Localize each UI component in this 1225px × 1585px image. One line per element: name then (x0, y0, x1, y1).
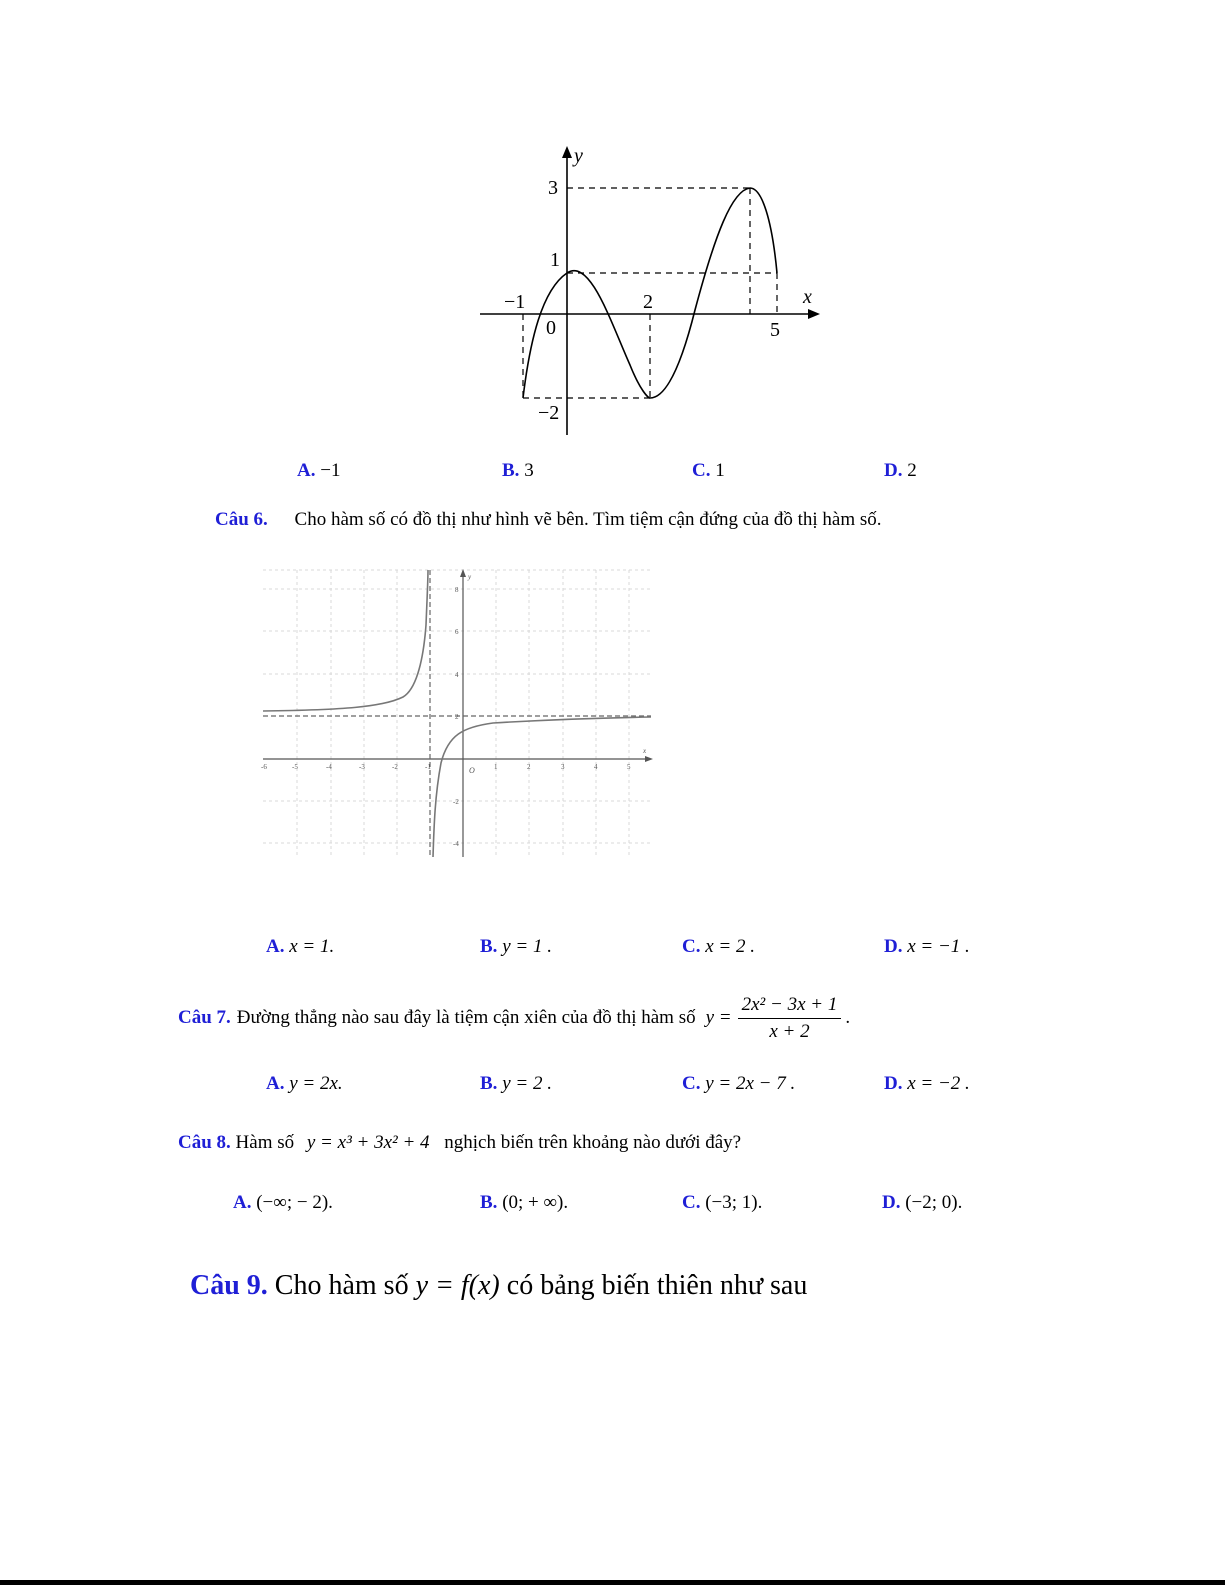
h-xtick-neg1: -1 (425, 763, 431, 771)
q6-option-c-text: x = 2 . (705, 936, 755, 957)
q8-label: Câu 8. (178, 1132, 231, 1153)
q5-option-a-text: −1 (320, 460, 341, 481)
q7-denominator: x + 2 (769, 1020, 810, 1042)
q6-question (215, 509, 882, 531)
q7-question (178, 990, 850, 1046)
h-xtick-neg5: -5 (292, 763, 298, 771)
q6-option-d-text: x = −1 . (907, 936, 970, 957)
q5-option-a[interactable] (297, 460, 340, 482)
q7-option-c[interactable] (682, 1073, 795, 1095)
q5-option-d[interactable] (884, 460, 917, 482)
q7-option-b[interactable] (480, 1073, 552, 1095)
h-ytick-2: 2 (455, 713, 459, 721)
q6-text: Cho hàm số có đồ thị như hình vẽ bên. Tìm tiệm cận đứng của đồ thị hàm số. (294, 509, 882, 530)
q7-text: Đường thẳng nào sau đây là tiệm cận xiên của đồ thị hàm số (236, 1007, 696, 1028)
q6-option-a-text: x = 1. (289, 936, 335, 957)
q9-text-after: có bảng biến thiên như sau (506, 1270, 808, 1301)
q8-option-b[interactable] (480, 1192, 568, 1214)
h-xtick-4: 4 (594, 763, 598, 771)
label-1: 1 (550, 249, 560, 271)
h-origin: O (469, 766, 475, 775)
q5-option-d-text: 2 (907, 460, 917, 481)
q7-option-d[interactable] (884, 1073, 970, 1095)
q6-option-b-text: y = 1 . (502, 936, 552, 957)
q6-option-a-letter: A. (266, 936, 285, 957)
label-0: 0 (546, 317, 556, 339)
q8-option-d-letter: D. (882, 1192, 901, 1213)
q9-text-before: Cho hàm số (274, 1270, 409, 1301)
q5-option-b-text: 3 (524, 460, 534, 481)
h-ytick-4: 4 (455, 671, 459, 679)
q7-option-a[interactable] (266, 1073, 343, 1095)
q5-option-a-letter: A. (297, 460, 316, 481)
h-xtick-neg6: -6 (261, 763, 267, 771)
label-neg1: −1 (504, 291, 526, 313)
q7-option-d-text: x = −2 . (907, 1073, 970, 1094)
q8-option-c-letter: C. (682, 1192, 701, 1213)
h-ytick-8: 8 (455, 586, 459, 594)
hyperbola-right-branch (433, 717, 651, 857)
q8-text-after: nghịch biến trên khoảng nào dưới đây? (444, 1132, 742, 1153)
label-neg2: −2 (538, 402, 560, 424)
h-ytick-neg2: -2 (453, 798, 459, 806)
h-xtick-neg3: -3 (359, 763, 365, 771)
q8-question (178, 1132, 741, 1154)
q5-option-c-text: 1 (715, 460, 725, 481)
q7-option-a-letter: A. (266, 1073, 285, 1094)
h-x-label: x (643, 747, 647, 755)
q8-option-d[interactable] (882, 1192, 962, 1214)
q9-label: Câu 9. (190, 1270, 268, 1301)
q5-option-b-letter: B. (502, 460, 520, 481)
q5-option-d-letter: D. (884, 460, 903, 481)
q9-formula: y = f(x) (415, 1270, 500, 1301)
q7-y-eq: y = (705, 1007, 732, 1028)
q8-option-c-text: (−3; 1). (705, 1192, 763, 1213)
y-axis-arrow (562, 146, 572, 158)
q8-option-c[interactable] (682, 1192, 762, 1214)
q6-option-c-letter: C. (682, 936, 701, 957)
q5-option-b[interactable] (502, 460, 534, 482)
q6-option-b[interactable] (480, 936, 552, 958)
q7-option-a-text: y = 2x. (289, 1073, 343, 1094)
q8-option-a-text: (−∞; − 2). (256, 1192, 333, 1213)
h-xtick-5: 5 (627, 763, 631, 771)
q6-option-d-letter: D. (884, 936, 903, 957)
q6-option-c[interactable] (682, 936, 755, 958)
axis-x-label: x (803, 286, 812, 308)
page-bottom-border (0, 1580, 1225, 1585)
h-xtick-neg2: -2 (392, 763, 398, 771)
q8-option-a[interactable] (233, 1192, 333, 1214)
h-xtick-2: 2 (527, 763, 531, 771)
h-xtick-3: 3 (561, 763, 565, 771)
q7-option-c-letter: C. (682, 1073, 701, 1094)
q8-option-b-text: (0; + ∞). (502, 1192, 569, 1213)
label-3: 3 (548, 177, 558, 199)
q7-numerator: 2x² − 3x + 1 (738, 994, 842, 1019)
q6-label: Câu 6. (215, 509, 268, 530)
axis-y-label: y (574, 145, 583, 167)
label-2: 2 (643, 291, 653, 313)
h-ytick-6: 6 (455, 628, 459, 636)
x-axis-arrow (808, 309, 820, 319)
h-ytick-neg4: -4 (453, 840, 459, 848)
graph-hyperbola (263, 565, 653, 860)
q8-option-b-letter: B. (480, 1192, 498, 1213)
q7-option-b-letter: B. (480, 1073, 498, 1094)
q9-question (190, 1270, 807, 1302)
q7-option-d-letter: D. (884, 1073, 903, 1094)
q7-option-c-text: y = 2x − 7 . (705, 1073, 796, 1094)
q7-tail: . (845, 1007, 851, 1028)
q5-option-c[interactable] (692, 460, 725, 482)
q6-option-b-letter: B. (480, 936, 498, 957)
hyperbola-left-branch (263, 570, 428, 711)
h-y-label: y (468, 573, 472, 581)
q8-formula: y = x³ + 3x² + 4 (306, 1132, 430, 1153)
q7-label: Câu 7. (178, 1007, 231, 1028)
q8-text-before: Hàm số (235, 1132, 295, 1153)
q7-option-b-text: y = 2 . (502, 1073, 552, 1094)
graph-cubic (470, 140, 830, 440)
q6-option-d[interactable] (884, 936, 970, 958)
q8-option-a-letter: A. (233, 1192, 252, 1213)
q8-option-d-text: (−2; 0). (905, 1192, 963, 1213)
label-5: 5 (770, 319, 780, 341)
q6-option-a[interactable] (266, 936, 334, 958)
q5-option-c-letter: C. (692, 460, 711, 481)
h-xtick-neg4: -4 (326, 763, 332, 771)
h-xtick-1: 1 (494, 763, 498, 771)
q7-fraction (738, 994, 842, 1043)
